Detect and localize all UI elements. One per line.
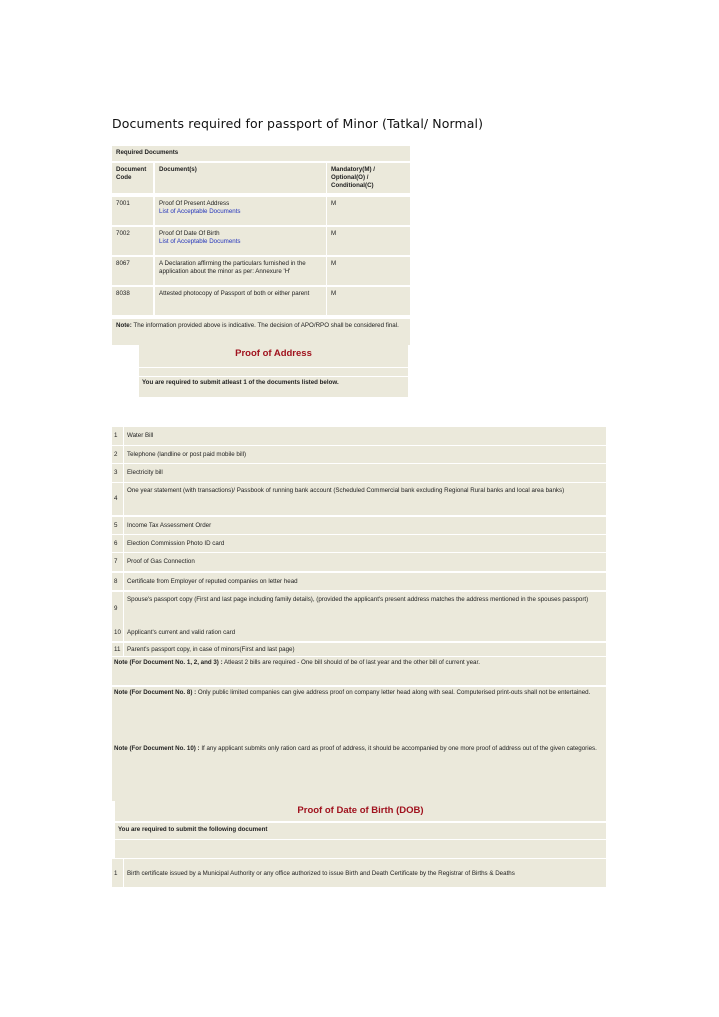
note-label: Note (For Document No. 8) : bbox=[114, 689, 197, 696]
dob-instruction: You are required to submit the following document bbox=[115, 823, 606, 839]
item-number: 1 bbox=[114, 432, 118, 439]
item-number: 1 bbox=[114, 870, 118, 877]
item-number: 10 bbox=[114, 629, 121, 636]
note-text: Atleast 2 bills are required - One bill should of be of last year and the other bill of current year. bbox=[222, 659, 480, 666]
item-number: 3 bbox=[114, 469, 118, 476]
address-item-number-cell bbox=[112, 446, 123, 463]
address-list-item: Income Tax Assessment Order bbox=[124, 517, 606, 534]
row-code: 7001 bbox=[112, 197, 153, 225]
item-number: 2 bbox=[114, 450, 118, 458]
address-list-item: Electricity bill bbox=[124, 464, 606, 482]
address-list-item: Telephone (landline or post paid mobile bill) bbox=[124, 446, 606, 463]
row-document bbox=[155, 227, 326, 255]
address-instruction: You are required to submit atleast 1 of the documents listed below. bbox=[139, 377, 408, 397]
note-text: Only public limited companies can give address proof on company letter head along with seal. Computerised print-outs shall not be entertained. bbox=[196, 689, 591, 696]
address-item-number-cell bbox=[112, 643, 123, 656]
item-number: 8 bbox=[114, 577, 118, 585]
note-text: If any applicant submits only ration card as proof of address, it should be accompanied by one more proof of address out of the given categories. bbox=[199, 745, 597, 752]
dob-number-cell bbox=[112, 859, 123, 887]
note-label: Note: bbox=[116, 322, 132, 329]
address-item-number-cell bbox=[112, 427, 123, 445]
address-note bbox=[112, 657, 606, 685]
item-number: 11 bbox=[114, 645, 121, 653]
document-label: Proof Of Present Address bbox=[159, 200, 230, 207]
header-document-code: Document Code bbox=[112, 163, 153, 193]
address-item-number-cell bbox=[112, 573, 123, 590]
item-number: 9 bbox=[114, 604, 118, 612]
address-list-item: Certificate from Employer of reputed companies on letter head bbox=[124, 573, 606, 590]
address-list-item: Proof of Gas Connection bbox=[124, 553, 606, 571]
dob-item: Birth certificate issued by a Municipal Authority or any office authorized to issue Birth and Death Certificate by the Registrar of Births & Deaths bbox=[124, 859, 606, 887]
address-list-item: Parent's passport copy, in case of minors(First and last page) bbox=[124, 643, 606, 656]
item-number: 5 bbox=[114, 521, 118, 529]
acceptable-documents-link[interactable]: List of Acceptable Documents bbox=[159, 208, 241, 216]
note-label: Note (For Document No. 10) : bbox=[114, 745, 200, 752]
address-list-item: One year statement (with transactions)/ Passbook of running bank account (Scheduled Commercial bank excluding Regional Rural banks and local area banks) bbox=[124, 483, 606, 515]
header-documents: Document(s) bbox=[155, 163, 326, 193]
address-list-item: Water Bill bbox=[124, 427, 606, 445]
address-note bbox=[112, 743, 606, 801]
table-caption: Required Documents bbox=[112, 146, 410, 161]
address-list-item: Spouse's passport copy (First and last page including family details), (provided the applicant's present address matches the address mentioned in the spouses passport) bbox=[124, 592, 606, 625]
row-document: Attested photocopy of Passport of both or either parent bbox=[155, 287, 326, 315]
item-number: 7 bbox=[114, 558, 118, 565]
page-title: Documents required for passport of Minor (Tatkal/ Normal) bbox=[112, 116, 484, 131]
address-item-number-cell bbox=[112, 625, 123, 641]
address-item-number-cell bbox=[112, 517, 123, 534]
dob-heading: Proof of Date of Birth (DOB) bbox=[297, 805, 424, 816]
row-code: 8067 bbox=[112, 257, 153, 285]
row-document bbox=[155, 197, 326, 225]
address-list-item: Election Commission Photo ID card bbox=[124, 535, 606, 552]
spacer bbox=[115, 840, 606, 858]
address-heading: Proof of Address bbox=[235, 348, 312, 359]
table-note bbox=[112, 319, 410, 345]
row-mandatory: M bbox=[327, 197, 410, 225]
address-item-number-cell bbox=[112, 535, 123, 552]
address-note bbox=[112, 687, 606, 743]
row-mandatory: M bbox=[327, 287, 410, 315]
note-label: Note (For Document No. 1, 2, and 3) : bbox=[114, 659, 223, 666]
row-mandatory: M bbox=[327, 227, 410, 255]
address-list-item: Applicant's current and valid ration card bbox=[124, 625, 606, 641]
item-number: 6 bbox=[114, 539, 118, 547]
address-item-number-cell bbox=[112, 553, 123, 571]
row-document: A Declaration affirming the particulars furnished in the application about the minor as per: Annexure 'H' bbox=[155, 257, 326, 285]
row-code: 7002 bbox=[112, 227, 153, 255]
item-number: 4 bbox=[114, 495, 118, 502]
address-item-number-cell bbox=[112, 483, 123, 515]
address-item-number-cell bbox=[112, 592, 123, 625]
dob-heading-cell bbox=[115, 801, 606, 821]
header-mandatory: Mandatory(M) / Optional(O) / Conditional(C) bbox=[327, 163, 410, 193]
note-text: The information provided above is indicative. The decision of APO/RPO shall be considered final. bbox=[131, 322, 399, 329]
acceptable-documents-link[interactable]: List of Acceptable Documents bbox=[159, 238, 241, 246]
address-item-number-cell bbox=[112, 464, 123, 482]
spacer bbox=[139, 368, 408, 376]
address-heading-cell bbox=[139, 345, 408, 367]
row-mandatory: M bbox=[327, 257, 410, 285]
row-code: 8038 bbox=[112, 287, 153, 315]
document-label: Proof Of Date Of Birth bbox=[159, 230, 220, 237]
